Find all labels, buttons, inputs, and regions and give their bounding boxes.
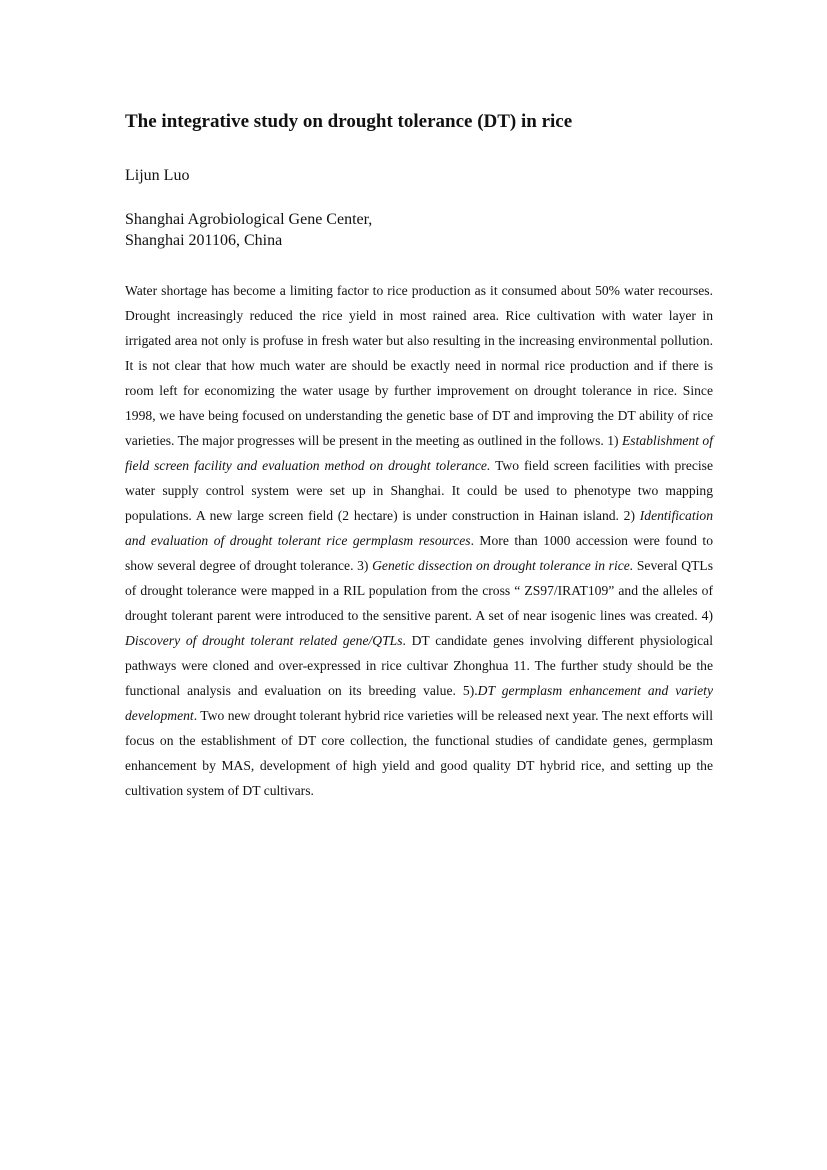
abstract-paragraph [125, 278, 713, 803]
author-name: Lijun Luo [125, 167, 190, 184]
abstract-text: Several QTLs of drought tolerance were mapped in a RIL population from the cross “ ZS97/IRAT109” and the alleles of drought tolerant parent were introduced to the sensitive parent. A set of near isogenic lines was created. 4) [125, 558, 713, 623]
abstract-text: . More than 1000 accession were found to show several degree of drought tolerance. 3) [125, 533, 713, 573]
affiliation-line: Shanghai Agrobiological Gene Center, [125, 211, 373, 228]
abstract-text: . DT candidate genes involving different physiological pathways were cloned and over-expressed in rice cultivar Zhonghua 11. The further study should be the functional analysis and evaluation on its breeding value. 5). [125, 633, 713, 698]
author-affiliation [125, 209, 372, 251]
abstract-italic-heading: Genetic dissection on drought tolerance in rice. [372, 558, 634, 573]
abstract-text: . Two new drought tolerant hybrid rice varieties will be released next year. The next efforts will focus on the establishment of DT core collection, the functional studies of candidate genes, germplasm enhancement by MAS, development of high yield and good quality DT hybrid rice, and setting up the cultivation system of DT cultivars. [125, 708, 713, 798]
abstract-italic-heading: DT germplasm enhancement and variety development [125, 683, 713, 723]
abstract-italic-heading: Establishment of field screen facility and evaluation method on drought tolerance. [125, 433, 713, 473]
abstract-text: Water shortage has become a limiting factor to rice production as it consumed about 50% water recourses. Drought increasingly reduced the rice yield in most rained area. Rice cultivation with water layer in irrigated area not only is profuse in fresh water but also resulting in the increasing environmental pollution. It is not clear that how much water are should be exactly need in normal rice production and if there is room left for economizing the water usage by further improvement on drought tolerance in rice. Since 1998, we have being focused on understanding the genetic base of DT and improving the DT ability of rice varieties. The major progresses will be present in the meeting as outlined in the follows. 1) [125, 283, 713, 448]
abstract-text: Two field screen facilities with precise water supply control system were set up in Shanghai. It could be used to phenotype two mapping populations. A new large screen field (2 hectare) is under construction in Hainan island. 2) [125, 458, 713, 523]
abstract-italic-heading: Discovery of drought tolerant related gene/QTLs [125, 633, 403, 648]
affiliation-line: Shanghai 201106, China [125, 232, 283, 249]
paper-title: The integrative study on drought tolerance (DT) in rice [125, 111, 573, 132]
abstract-italic-heading: Identification and evaluation of drought tolerant rice germplasm resources [125, 508, 713, 548]
